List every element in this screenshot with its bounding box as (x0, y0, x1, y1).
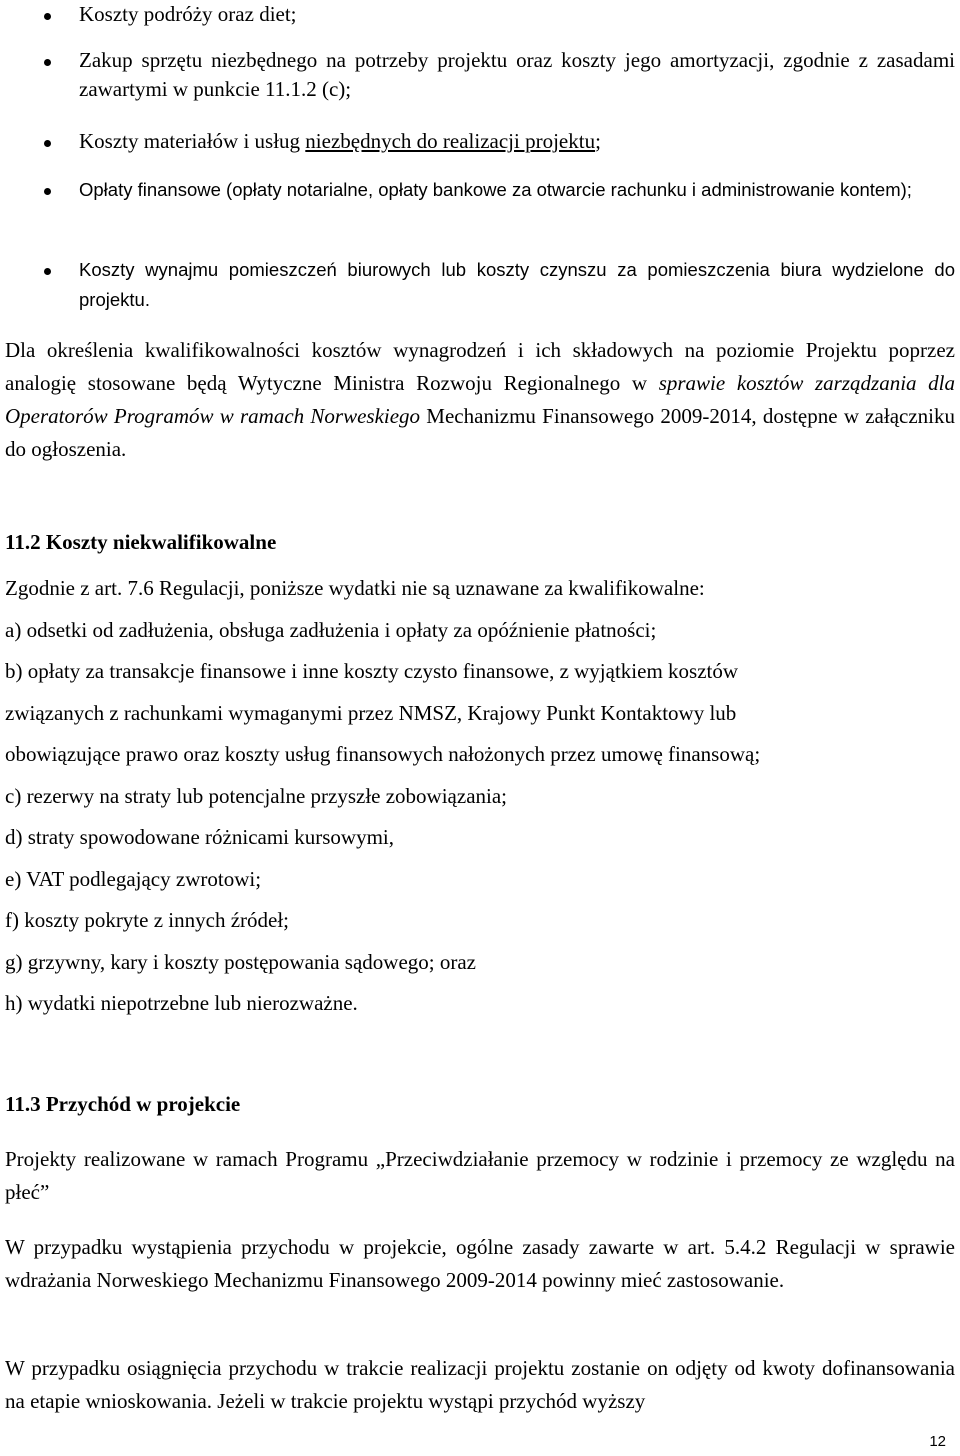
list-item: f) koszty pokryte z innych źródeł; (5, 908, 289, 932)
list-item-text: Opłaty finansowe (opłaty notarialne, opłaty bankowe za otwarcie rachunku i administrowanie kontem); (79, 179, 912, 200)
list-item: e) VAT podlegający zwrotowi; (5, 867, 262, 891)
paragraph: W przypadku osiągnięcia przychodu w trakcie realizacji projektu zostanie on odjęty od kwoty dofinansowania na etapie wnioskowania. Jeżeli w trakcie projektu wystąpi przychód wyższy (5, 1356, 955, 1413)
bullet-icon (44, 140, 51, 147)
list-item: c) rezerwy na straty lub potencjalne przyszłe zobowiązania; (5, 784, 508, 808)
list-item-prefix: Koszty materiałów i usług (79, 129, 306, 153)
list-item: g) grzywny, kary i koszty postępowania sądowego; oraz (5, 950, 477, 974)
bullet-icon (44, 59, 51, 66)
underlined-text: niezbędnych do realizacji projektu (305, 129, 596, 153)
list-item-text: Koszty podróży oraz diet; (79, 2, 297, 26)
list-item: obowiązujące prawo oraz koszty usług finansowych nałożonych przez umowę finansową; (5, 742, 761, 766)
list-item-text (79, 127, 955, 156)
page-number: 12 (929, 1433, 946, 1450)
list-item-text: Koszty wynajmu pomieszczeń biurowych lub koszty czynszu za pomieszczenia biura wydzielone do projektu. (79, 259, 955, 310)
list-item: d) straty spowodowane różnicami kursowymi, (5, 825, 395, 849)
intro-paragraph (5, 334, 955, 466)
paragraph-text: Dla określenia kwalifikowalności kosztów wynagrodzeń i ich składowych na poziomie Projektu poprzez analogię stosowane będą Wytyczne Ministra Rozwoju Regionalnego w (5, 338, 955, 395)
section-intro: Zgodnie z art. 7.6 Regulacji, poniższe wydatki nie są uznawane za kwalifikowalne: (5, 576, 705, 600)
list-item-text: Zakup sprzętu niezbędnego na potrzeby projektu oraz koszty jego amortyzacji, zgodnie z zasadami zawartymi w punkcie 11.1.2 (c); (79, 48, 955, 101)
list-item: b) opłaty za transakcje finansowe i inne koszty czysto finansowe, z wyjątkiem kosztów (5, 659, 739, 683)
bullet-icon (44, 268, 51, 275)
paragraph: Projekty realizowane w ramach Programu „Przeciwdziałanie przemocy w rodzinie i przemocy ze względu na płeć” (5, 1147, 955, 1204)
list-item-suffix: ; (595, 129, 601, 153)
bullet-icon (44, 13, 51, 20)
paragraph-text: Mechanizmu Finansowego 2009-2014, dostępne w załączniku do ogłoszenia. (5, 404, 956, 461)
section-heading: 11.2 Koszty niekwalifikowalne (5, 530, 277, 554)
list-item: a) odsetki od zadłużenia, obsługa zadłużenia i opłaty za opóźnienie płatności; (5, 618, 657, 642)
list-item: h) wydatki niepotrzebne lub nierozważne. (5, 991, 358, 1015)
list-item: związanych z rachunkami wymaganymi przez NMSZ, Krajowy Punkt Kontaktowy lub (5, 701, 737, 725)
bullet-icon (44, 188, 51, 195)
italic-text: sprawie kosztów zarządzania dla Operatorów Programów w ramach Norweskiego (5, 371, 956, 428)
paragraph: W przypadku wystąpienia przychodu w projekcie, ogólne zasady zawarte w art. 5.4.2 Regulacji w sprawie wdrażania Norweskiego Mechanizmu Finansowego 2009-2014 powinny mieć zastosowanie. (5, 1235, 955, 1292)
section-heading: 11.3 Przychód w projekcie (5, 1092, 241, 1116)
